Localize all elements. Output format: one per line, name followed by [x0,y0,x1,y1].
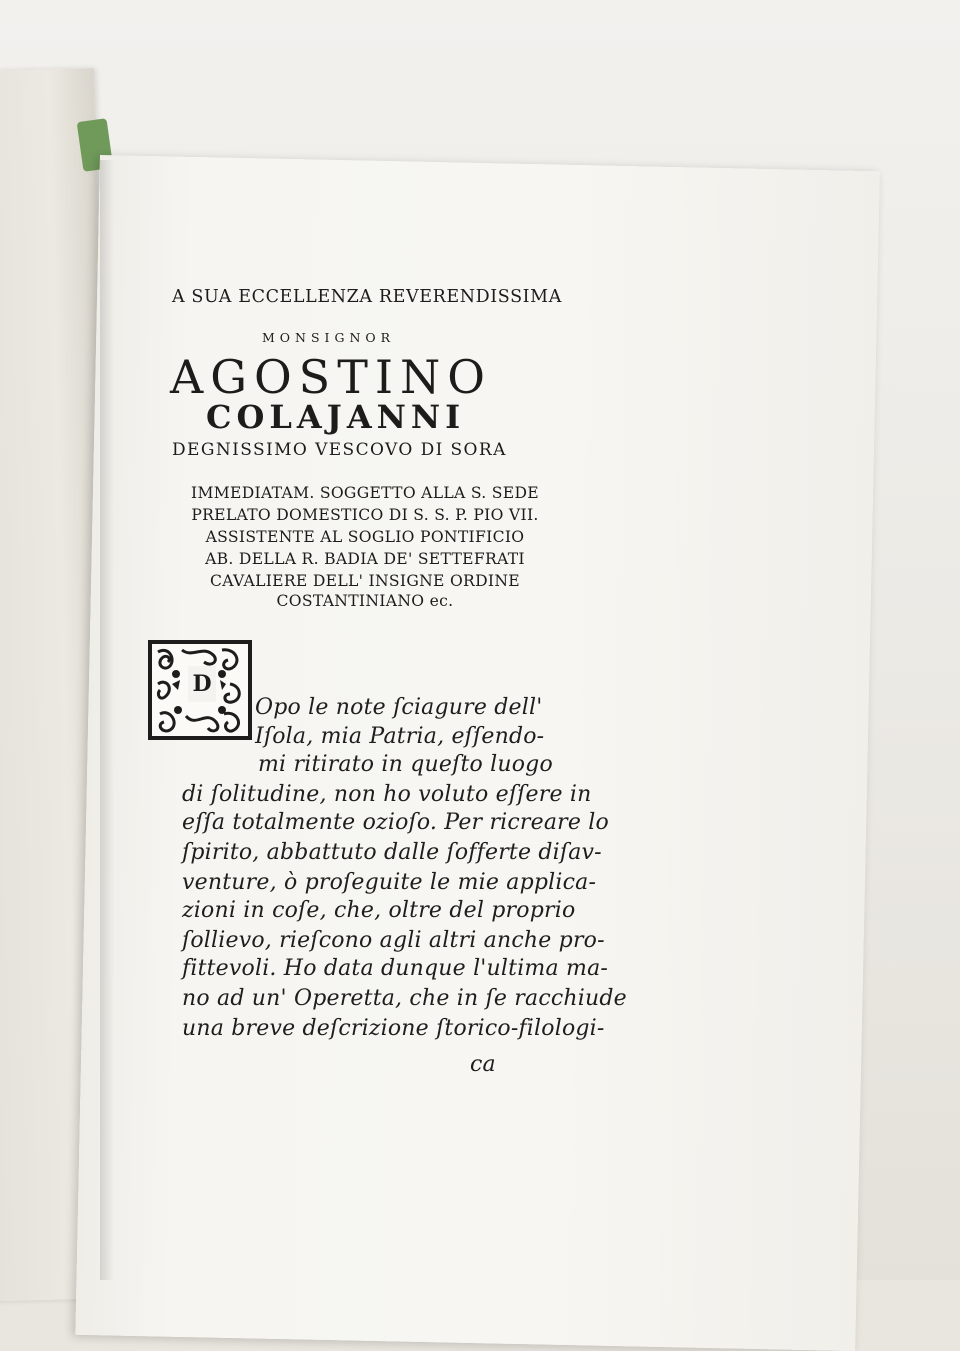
body-text-line: fittevoli. Ho data dunque l'ultima ma- [182,956,609,981]
body-text-line: no ad un' Operetta, che in ſe racchiude [182,986,627,1011]
decorated-initial [148,640,252,740]
body-text-line: eſſa totalmente ozioſo. Per ricreare lo [182,810,609,835]
dedicatee-first-name: AGOSTINO [170,350,493,404]
body-text-line: mi ritirato in queſto luogo [258,752,553,777]
body-text-line: Opo le note ſciagure dell' [255,695,543,720]
catchword: ca [470,1052,496,1077]
dedicatee-title-line: AB. DELLA R. BADIA DE' SETTEFRATI [205,550,525,568]
dedication-line-1: A SUA ECCELLENZA REVERENDISSIMA [172,287,562,307]
body-text-line: zioni in coſe, che, oltre del proprio [182,898,576,923]
dedicatee-last-name: COLAJANNI [206,398,466,436]
body-text-line: una breve deſcrizione ſtorico-filologi- [182,1016,605,1041]
initial-letter: D [188,666,216,702]
order-name: COSTANTINIANO [276,592,425,610]
body-text-line: venture, ò proſeguite le mie applica- [182,870,597,895]
dedicatee-office: DEGNISSIMO VESCOVO DI SORA [172,440,507,460]
etcetera: ec. [429,592,454,610]
dedication-title-monsignor: MONSIGNOR [262,330,396,345]
body-text-line: Iſola, mia Patria, eſſendo- [255,724,545,749]
dedicatee-title-line: IMMEDIATAM. SOGGETTO ALLA S. SEDE [191,484,539,502]
body-text-line: di ſolitudine, non ho voluto eſſere in [182,782,592,807]
dedicatee-title-last-line [180,592,550,610]
dedicatee-title-line: ASSISTENTE AL SOGLIO PONTIFICIO [205,528,525,546]
dedicatee-title-line: PRELATO DOMESTICO DI S. S. P. PIO VII. [191,506,539,524]
dedicatee-title-line: CAVALIERE DELL' INSIGNE ORDINE [209,572,520,590]
page-gutter-shadow [100,160,114,1280]
body-text-line: ſpirito, abbattuto dalle ſofferte diſav- [182,840,602,865]
body-text-line: ſollievo, rieſcono agli altri anche pro- [182,928,605,953]
